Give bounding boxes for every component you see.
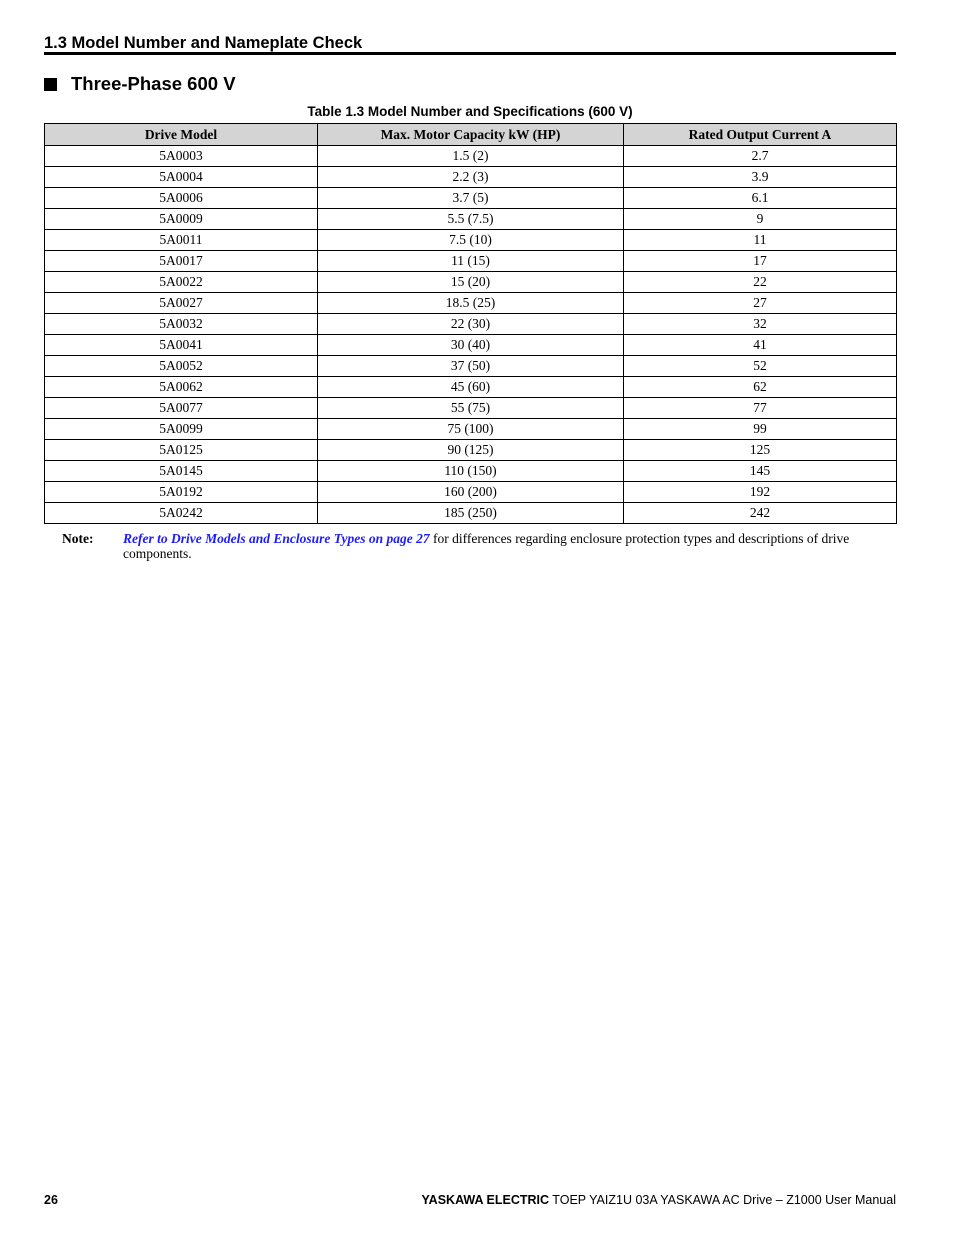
cell-output-current: 52 <box>624 356 897 377</box>
cell-motor-capacity: 55 (75) <box>318 398 624 419</box>
cell-motor-capacity: 18.5 (25) <box>318 293 624 314</box>
table-row <box>45 356 897 377</box>
note-text: for differences regarding enclosure protection types and descriptions of drive components. <box>123 531 850 561</box>
cell-motor-capacity: 15 (20) <box>318 272 624 293</box>
table-row <box>45 314 897 335</box>
cell-drive-model: 5A0125 <box>45 440 318 461</box>
cell-drive-model: 5A0041 <box>45 335 318 356</box>
cell-output-current: 2.7 <box>624 146 897 167</box>
subsection-heading <box>44 72 236 96</box>
footer-doc-info <box>421 1193 896 1207</box>
cell-output-current: 62 <box>624 377 897 398</box>
note-label: Note: <box>62 531 94 546</box>
cell-motor-capacity: 160 (200) <box>318 482 624 503</box>
table-row <box>45 230 897 251</box>
cell-drive-model: 5A0027 <box>45 293 318 314</box>
cell-drive-model: 5A0003 <box>45 146 318 167</box>
cell-motor-capacity: 1.5 (2) <box>318 146 624 167</box>
cell-motor-capacity: 45 (60) <box>318 377 624 398</box>
cell-drive-model: 5A0062 <box>45 377 318 398</box>
table-body <box>45 146 897 524</box>
table-row <box>45 398 897 419</box>
table-row <box>45 335 897 356</box>
cell-drive-model: 5A0011 <box>45 230 318 251</box>
section-title: 1.3 Model Number and Nameplate Check <box>44 34 363 52</box>
cell-output-current: 6.1 <box>624 188 897 209</box>
note-body <box>123 531 896 561</box>
cell-drive-model: 5A0192 <box>45 482 318 503</box>
table-row <box>45 146 897 167</box>
subsection-title: Three-Phase 600 V <box>71 73 236 94</box>
cell-drive-model: 5A0006 <box>45 188 318 209</box>
cell-output-current: 192 <box>624 482 897 503</box>
note <box>62 531 896 561</box>
table-row <box>45 209 897 230</box>
cell-motor-capacity: 110 (150) <box>318 461 624 482</box>
cell-motor-capacity: 90 (125) <box>318 440 624 461</box>
cell-motor-capacity: 2.2 (3) <box>318 167 624 188</box>
note-reference-link[interactable]: Refer to Drive Models and Enclosure Types on page 27 <box>123 531 430 546</box>
cell-motor-capacity: 185 (250) <box>318 503 624 524</box>
cell-output-current: 22 <box>624 272 897 293</box>
cell-output-current: 125 <box>624 440 897 461</box>
table-row <box>45 377 897 398</box>
table-row <box>45 251 897 272</box>
cell-motor-capacity: 11 (15) <box>318 251 624 272</box>
table-caption: Table 1.3 Model Number and Specifications (600 V) <box>307 104 633 119</box>
cell-drive-model: 5A0242 <box>45 503 318 524</box>
cell-motor-capacity: 7.5 (10) <box>318 230 624 251</box>
cell-output-current: 27 <box>624 293 897 314</box>
square-bullet-icon <box>44 78 57 91</box>
cell-output-current: 3.9 <box>624 167 897 188</box>
table-row <box>45 440 897 461</box>
table-row <box>45 188 897 209</box>
header-drive-model: Drive Model <box>45 124 318 146</box>
cell-motor-capacity: 22 (30) <box>318 314 624 335</box>
table-row <box>45 272 897 293</box>
cell-drive-model: 5A0009 <box>45 209 318 230</box>
table-row <box>45 482 897 503</box>
header-motor-capacity: Max. Motor Capacity kW (HP) <box>318 124 624 146</box>
cell-drive-model: 5A0099 <box>45 419 318 440</box>
header-output-current: Rated Output Current A <box>624 124 897 146</box>
cell-drive-model: 5A0052 <box>45 356 318 377</box>
cell-output-current: 32 <box>624 314 897 335</box>
cell-output-current: 99 <box>624 419 897 440</box>
cell-output-current: 77 <box>624 398 897 419</box>
cell-drive-model: 5A0032 <box>45 314 318 335</box>
table-row <box>45 293 897 314</box>
cell-motor-capacity: 30 (40) <box>318 335 624 356</box>
cell-output-current: 11 <box>624 230 897 251</box>
table-row <box>45 503 897 524</box>
cell-motor-capacity: 5.5 (7.5) <box>318 209 624 230</box>
cell-output-current: 9 <box>624 209 897 230</box>
table-header-row <box>45 124 897 146</box>
cell-output-current: 17 <box>624 251 897 272</box>
footer-doc-title: TOEP YAIZ1U 03A YASKAWA AC Drive – Z1000 User Manual <box>549 1193 896 1207</box>
table-row <box>45 419 897 440</box>
cell-drive-model: 5A0017 <box>45 251 318 272</box>
cell-motor-capacity: 3.7 (5) <box>318 188 624 209</box>
spec-table <box>44 123 897 524</box>
cell-output-current: 145 <box>624 461 897 482</box>
cell-motor-capacity: 75 (100) <box>318 419 624 440</box>
cell-drive-model: 5A0077 <box>45 398 318 419</box>
section-header <box>44 33 896 55</box>
footer-brand: YASKAWA ELECTRIC <box>421 1193 550 1207</box>
cell-output-current: 242 <box>624 503 897 524</box>
cell-drive-model: 5A0004 <box>45 167 318 188</box>
cell-output-current: 41 <box>624 335 897 356</box>
cell-drive-model: 5A0145 <box>45 461 318 482</box>
table-row <box>45 461 897 482</box>
page-number: 26 <box>44 1193 58 1207</box>
table-row <box>45 167 897 188</box>
cell-drive-model: 5A0022 <box>45 272 318 293</box>
cell-motor-capacity: 37 (50) <box>318 356 624 377</box>
